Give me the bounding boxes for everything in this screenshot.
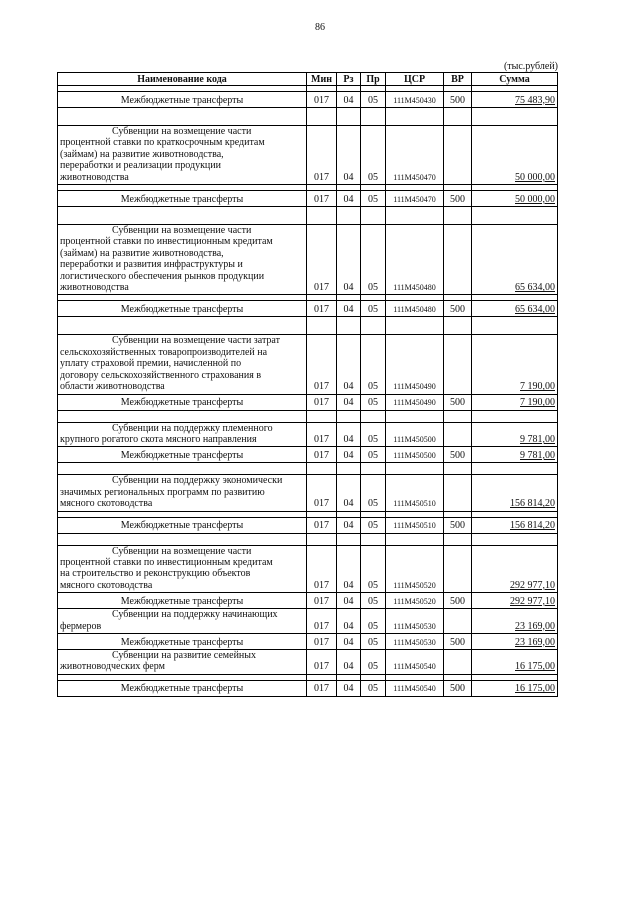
header-csr: ЦСР [386, 73, 444, 86]
cell-rz: 04 [337, 92, 361, 108]
spacer-cell [361, 317, 386, 335]
cell-rz: 04 [337, 422, 361, 447]
spacer-cell [307, 108, 337, 126]
spacer-cell [361, 108, 386, 126]
row-name: Межбюджетные трансферты [58, 593, 307, 609]
cell-sum: 23 169,00 [472, 609, 558, 634]
cell-vr: 500 [444, 191, 472, 207]
spacer-cell [58, 108, 307, 126]
row-name-line: животноводческих ферм [60, 661, 165, 673]
row-name-line: переработки и развития инфраструктуры и [60, 259, 243, 271]
cell-pr: 05 [361, 475, 386, 511]
spacer-cell [386, 410, 444, 422]
cell-csr: 111M450540 [386, 649, 444, 674]
row-name-line: Субвенции на возмещение части [112, 126, 252, 137]
cell-min: 017 [307, 301, 337, 317]
spacer-cell [307, 317, 337, 335]
cell-pr: 05 [361, 609, 386, 634]
units-label: (тыс.рублей) [503, 61, 558, 72]
spacer-cell [337, 207, 361, 225]
row-spacer [58, 410, 558, 422]
cell-vr: 500 [444, 92, 472, 108]
cell-pr: 05 [361, 447, 386, 463]
cell-min: 017 [307, 680, 337, 696]
row-name-line: процентной ставки по инвестиционным кредитам [60, 236, 273, 248]
spacer-cell [361, 533, 386, 545]
row-name-line: процентной ставки по краткосрочным кредитам [60, 137, 265, 149]
cell-sum: 50 000,00 [472, 191, 558, 207]
table-row [58, 545, 558, 593]
cell-min: 017 [307, 191, 337, 207]
cell-pr: 05 [361, 191, 386, 207]
spacer-cell [444, 533, 472, 545]
table-row [58, 225, 558, 295]
row-name-line: логистического обеспечения рынков продукции [60, 270, 265, 282]
cell-pr: 05 [361, 301, 386, 317]
cell-vr: 500 [444, 680, 472, 696]
cell-min: 017 [307, 225, 337, 295]
row-name [58, 609, 307, 634]
row-name [58, 335, 307, 394]
spacer-cell [361, 463, 386, 475]
cell-csr: 111M450510 [386, 517, 444, 533]
cell-csr: 111M450480 [386, 301, 444, 317]
cell-vr: 500 [444, 447, 472, 463]
cell-sum: 65 634,00 [472, 225, 558, 295]
row-name-line: договору сельскохозяйственного страхования в [60, 369, 262, 381]
table-row [58, 191, 558, 207]
cell-rz: 04 [337, 649, 361, 674]
spacer-cell [58, 317, 307, 335]
row-name-line: мясного скотоводства [60, 579, 153, 591]
cell-min: 017 [307, 633, 337, 649]
spacer-cell [307, 410, 337, 422]
spacer-cell [386, 207, 444, 225]
header-vr: ВР [444, 73, 472, 86]
row-name-line: (займам) на развитие животноводства, [60, 247, 224, 259]
table-body [58, 86, 558, 697]
cell-vr [444, 422, 472, 447]
row-name: Межбюджетные трансферты [58, 191, 307, 207]
row-name [58, 475, 307, 511]
row-name-line: (займам) на развитие животноводства, [60, 148, 224, 160]
table-row [58, 593, 558, 609]
cell-pr: 05 [361, 92, 386, 108]
row-name-line: Субвенции на поддержку племенного [112, 422, 273, 434]
spacer-cell [444, 108, 472, 126]
row-name-line: на строительство и реконструкцию объектов [60, 568, 251, 580]
cell-rz: 04 [337, 545, 361, 593]
spacer-cell [307, 463, 337, 475]
spacer-cell [386, 533, 444, 545]
cell-vr: 500 [444, 593, 472, 609]
cell-vr [444, 335, 472, 394]
cell-min: 017 [307, 649, 337, 674]
cell-min: 017 [307, 126, 337, 185]
row-name: Межбюджетные трансферты [58, 394, 307, 410]
row-name-line: Субвенции на поддержку начинающих [112, 609, 278, 621]
cell-rz: 04 [337, 609, 361, 634]
row-name: Межбюджетные трансферты [58, 92, 307, 108]
page-number: 86 [315, 22, 325, 33]
cell-vr [444, 609, 472, 634]
table-row [58, 92, 558, 108]
cell-rz: 04 [337, 633, 361, 649]
header-rz: Рз [337, 73, 361, 86]
row-spacer [58, 207, 558, 225]
row-name [58, 545, 307, 593]
row-name: Межбюджетные трансферты [58, 680, 307, 696]
cell-rz: 04 [337, 593, 361, 609]
spacer-cell [472, 207, 558, 225]
table-row [58, 649, 558, 674]
cell-csr: 111M450500 [386, 447, 444, 463]
row-name-line: уплату страховой премии, начисленной по [60, 358, 242, 370]
table-row [58, 680, 558, 696]
spacer-cell [472, 533, 558, 545]
row-spacer [58, 533, 558, 545]
cell-vr [444, 475, 472, 511]
cell-sum: 156 814,20 [472, 475, 558, 511]
cell-csr: 111M450470 [386, 191, 444, 207]
cell-vr: 500 [444, 301, 472, 317]
row-name: Межбюджетные трансферты [58, 447, 307, 463]
cell-pr: 05 [361, 225, 386, 295]
cell-sum: 75 483,90 [472, 92, 558, 108]
table-row [58, 447, 558, 463]
spacer-cell [58, 463, 307, 475]
cell-csr: 111M450530 [386, 609, 444, 634]
header-min: Мин [307, 73, 337, 86]
cell-min: 017 [307, 609, 337, 634]
row-name [58, 225, 307, 295]
cell-pr: 05 [361, 394, 386, 410]
spacer-cell [337, 317, 361, 335]
row-name: Межбюджетные трансферты [58, 517, 307, 533]
cell-sum: 16 175,00 [472, 649, 558, 674]
spacer-cell [472, 463, 558, 475]
cell-pr: 05 [361, 422, 386, 447]
cell-sum: 7 190,00 [472, 335, 558, 394]
row-name-line: крупного рогатого скота мясного направления [60, 433, 257, 445]
row-name [58, 422, 307, 447]
header-pr: Пр [361, 73, 386, 86]
spacer-cell [58, 410, 307, 422]
cell-rz: 04 [337, 394, 361, 410]
spacer-cell [337, 533, 361, 545]
cell-vr: 500 [444, 633, 472, 649]
cell-vr [444, 545, 472, 593]
row-spacer [58, 108, 558, 126]
row-name-line: Субвенции на поддержку экономически [112, 475, 283, 487]
spacer-cell [386, 463, 444, 475]
spacer-cell [58, 207, 307, 225]
cell-csr: 111M450520 [386, 545, 444, 593]
cell-pr: 05 [361, 633, 386, 649]
cell-vr [444, 649, 472, 674]
spacer-cell [307, 533, 337, 545]
row-name-line: процентной ставки по инвестиционным кредитам [60, 556, 273, 568]
row-spacer [58, 317, 558, 335]
cell-csr: 111M450530 [386, 633, 444, 649]
cell-pr: 05 [361, 545, 386, 593]
spacer-cell [337, 410, 361, 422]
cell-sum: 292 977,10 [472, 545, 558, 593]
spacer-cell [337, 108, 361, 126]
cell-csr: 111M450500 [386, 422, 444, 447]
spacer-cell [472, 410, 558, 422]
cell-csr: 111M450490 [386, 335, 444, 394]
cell-rz: 04 [337, 680, 361, 696]
cell-pr: 05 [361, 126, 386, 185]
row-name-line: Субвенции на возмещение части [112, 225, 252, 237]
cell-min: 017 [307, 92, 337, 108]
table-row [58, 517, 558, 533]
table-row [58, 126, 558, 185]
cell-rz: 04 [337, 191, 361, 207]
cell-min: 017 [307, 447, 337, 463]
row-name-line: области животноводства [60, 381, 165, 393]
row-name [58, 126, 307, 185]
cell-rz: 04 [337, 225, 361, 295]
row-name-line: значимых региональных программ по развитию [60, 486, 265, 498]
cell-csr: 111M450540 [386, 680, 444, 696]
spacer-cell [444, 463, 472, 475]
cell-sum: 16 175,00 [472, 680, 558, 696]
spacer-cell [361, 410, 386, 422]
cell-min: 017 [307, 593, 337, 609]
header-sum: Сумма [472, 73, 558, 86]
header-name: Наименование кода [58, 73, 307, 86]
spacer-cell [361, 207, 386, 225]
cell-csr: 111M450520 [386, 593, 444, 609]
cell-min: 017 [307, 335, 337, 394]
spacer-cell [472, 317, 558, 335]
cell-rz: 04 [337, 301, 361, 317]
cell-min: 017 [307, 422, 337, 447]
cell-rz: 04 [337, 517, 361, 533]
spacer-cell [444, 207, 472, 225]
cell-sum: 50 000,00 [472, 126, 558, 185]
budget-table [57, 72, 558, 697]
row-name-line: переработки и реализации продукции [60, 160, 221, 172]
cell-sum: 292 977,10 [472, 593, 558, 609]
cell-min: 017 [307, 545, 337, 593]
table-row [58, 422, 558, 447]
cell-csr: 111M450470 [386, 126, 444, 185]
cell-vr: 500 [444, 394, 472, 410]
row-name-line: Субвенции на возмещение части [112, 545, 252, 557]
cell-sum: 156 814,20 [472, 517, 558, 533]
spacer-cell [444, 317, 472, 335]
row-name-line: сельскохозяйственных товаропроизводителей на [60, 346, 268, 358]
cell-csr: 111M450480 [386, 225, 444, 295]
table-row [58, 394, 558, 410]
cell-pr: 05 [361, 649, 386, 674]
cell-pr: 05 [361, 593, 386, 609]
cell-pr: 05 [361, 517, 386, 533]
cell-min: 017 [307, 475, 337, 511]
spacer-cell [337, 463, 361, 475]
cell-csr: 111M450430 [386, 92, 444, 108]
table-row [58, 335, 558, 394]
spacer-cell [472, 108, 558, 126]
cell-vr: 500 [444, 517, 472, 533]
cell-sum: 7 190,00 [472, 394, 558, 410]
cell-pr: 05 [361, 680, 386, 696]
row-name: Межбюджетные трансферты [58, 301, 307, 317]
cell-min: 017 [307, 394, 337, 410]
row-name-line: Субвенции на возмещение части затрат [112, 335, 280, 347]
spacer-cell [307, 207, 337, 225]
row-name-line: животноводства [60, 282, 129, 294]
cell-rz: 04 [337, 447, 361, 463]
cell-vr [444, 126, 472, 185]
cell-sum: 65 634,00 [472, 301, 558, 317]
table-row [58, 475, 558, 511]
row-name-line: мясного скотоводства [60, 498, 153, 510]
table-row [58, 301, 558, 317]
cell-rz: 04 [337, 475, 361, 511]
row-name: Межбюджетные трансферты [58, 633, 307, 649]
cell-sum: 23 169,00 [472, 633, 558, 649]
row-spacer [58, 463, 558, 475]
cell-csr: 111M450490 [386, 394, 444, 410]
row-name [58, 649, 307, 674]
cell-min: 017 [307, 517, 337, 533]
spacer-cell [444, 410, 472, 422]
cell-rz: 04 [337, 126, 361, 185]
cell-sum: 9 781,00 [472, 447, 558, 463]
spacer-cell [58, 533, 307, 545]
cell-csr: 111M450510 [386, 475, 444, 511]
cell-rz: 04 [337, 335, 361, 394]
table-row [58, 633, 558, 649]
row-name-line: фермеров [60, 620, 102, 632]
cell-vr [444, 225, 472, 295]
cell-sum: 9 781,00 [472, 422, 558, 447]
table-row [58, 609, 558, 634]
row-name-line: животноводства [60, 171, 129, 183]
spacer-cell [386, 108, 444, 126]
row-name-line: Субвенции на развитие семейных [112, 649, 256, 661]
spacer-cell [386, 317, 444, 335]
table-header-row [58, 73, 558, 86]
cell-pr: 05 [361, 335, 386, 394]
